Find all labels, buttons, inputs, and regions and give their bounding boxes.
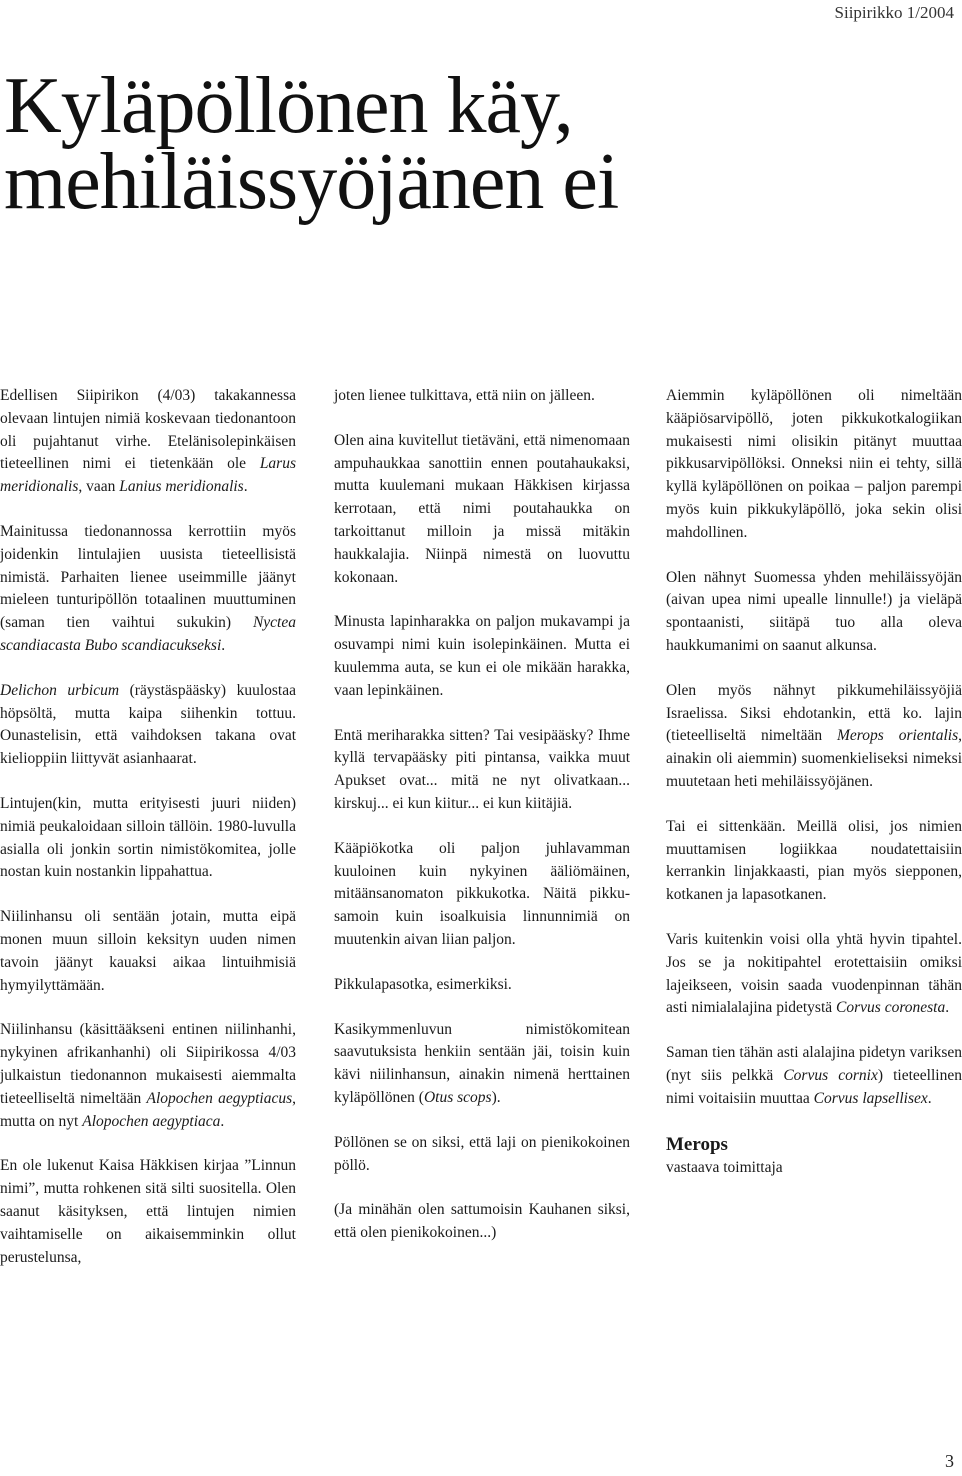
paragraph: Entä meriharakka sitten? Tai vesipääsky? Ihme kyllä tervapääsky piti pintansa, vaikka muut Apukset ovat... mitä ne nyt olivatkaan... kirskuj... ei kun kiitur... ei kun kiitäjiä. (334, 726, 630, 812)
paragraph: Kääpiökotka oli paljon juhlavamman kuuloinen kuin nykyinen ääliömäinen, mitäänsanomaton pikkukotka. Näitä pikku- samoin kuin isoalkuisia linnunnimiä on muutenkin aivan liian paljon. (334, 839, 630, 948)
paragraph: Niilinhansu oli sentään jotain, mutta eipä monen muun silloin keksityn uuden nimen tavoin jäänyt kauaksi aikaa lintuihmisiä hymyilyttämään. (0, 908, 296, 994)
paragraph: Pikkulapasotka, esimerkiksi. (334, 975, 512, 993)
column-1 (0, 385, 296, 1291)
title-line-2: mehiläissyöjänen ei (4, 138, 619, 226)
paragraph: Edellisen Siipirikon (4/03) takakannessa olevaan lintujen nimiä koskevaan tiedonantoon oli pujahtanut virhe. Etelänisolepinkäisen tieteellinen nimi ei tietenkään ole Larus meridionalis, vaan Lanius meridionalis. (0, 387, 296, 496)
page-number: 3 (945, 1451, 954, 1471)
article-title (4, 62, 619, 226)
paragraph: Lintujen(kin, mutta erityisesti juuri niiden) nimiä peukaloidaan silloin tällöin. 1980-luvulla asialla oli jonkin sortin nimistökomitea, jolle nostan kuin nostankin lippahattua. (0, 794, 296, 881)
paragraph: Niilinhansu (käsittääkseni entinen niilinhanhi, nykyinen afrikanhanhi) oli Siipirikossa 4/03 julkaistun tiedonannon mukaisesti aiemmalta tieteelliseltä nimeltään Alopochen aegyptiacus, mutta on nyt Alopochen aegyptiaca. (0, 1021, 296, 1130)
paragraph: Mainitussa tiedonannossa kerrottiin myös joidenkin lintulajien uusista tieteellisistä nimistä. Parhaiten lienee useimmille jäänyt mieleen tunturipöllön totaalinen muuttuminen (saman tien vaihtui sukukin) Nyctea scandiacasta Bubo scandiacukseksi. (0, 522, 296, 654)
paragraph: Saman tien tähän asti alalajina pidetyn variksen (nyt siis pelkkä Corvus cornix) tieteellinen nimi voitaisiin muuttaa Corvus lapsellisex. (666, 1044, 962, 1107)
column-3 (666, 385, 962, 1179)
author-name: Merops (666, 1133, 728, 1155)
paragraph: Delichon urbicum (räystäspääsky) kuulostaa höpsöltä, mutta kaipa siihenkin tottuu. Ounastelisin, että vaihdoksen takana ovat kielioppiin liittyvät asianhaarat. (0, 681, 296, 768)
paragraph: Tai ei sittenkään. Meillä olisi, jos nimien muuttamisen logiikkaa noudatettaisiin kerrankin linjakkaasti, pian myös siepponen, kotkanen ja lapasotkanen. (666, 817, 962, 904)
paragraph: Olen nähnyt Suomessa yhden mehiläissyöjän (aivan upea nimi upealle linnulle!) ja vieläpä spontaanisti, siitäpä tuo alla oleva haukkumanimi on saanut alkunsa. (666, 568, 962, 654)
paragraph: Pöllönen se on siksi, että laji on pienikokoinen pöllö. (334, 1133, 630, 1174)
title-line-1: Kyläpöllönen käy, (4, 62, 573, 150)
issue-header: Siipirikko 1/2004 (834, 3, 954, 22)
paragraph: (Ja minähän olen sattumoisin Kauhanen siksi, että olen pienikokoinen...) (334, 1201, 630, 1242)
paragraph: Olen myös nähnyt pikkumehiläissyöjiä Israelissa. Siksi ehdotankin, että ko. lajin (tieteelliseltä nimeltään Merops orientalis, ainakin oli aiemmin) suomenkieliseksi nimeksi muutetaan heti mehiläissyöjänen. (666, 681, 962, 790)
paragraph: En ole lukenut Kaisa Häkkisen kirjaa ”Linnun nimi”, mutta rohkenen sitä silti suositella. Olen saanut käsityksen, että lintujen nimien vaihtamiselle on aikaisemminkin ollut perustelunsa, (0, 1157, 296, 1266)
paragraph: Aiemmin kyläpöllönen oli nimeltään kääpiösarvipöllö, joten pikkukotkalogiikan mukaisesti nimi olisikin pitänyt muuttaa pikkusarvipöllöksi. Onneksi niin ei tehty, sillä kyllä kyläpöllönen on poikaa – paljon parempi myös kuin pikkukyläpöllö, joka sekin olisi mahdollinen. (666, 387, 962, 541)
column-2 (334, 385, 630, 1267)
paragraph: Olen aina kuvitellut tietäväni, että nimenomaan ampuhaukkaa sanottiin ennen poutahaukaksi, mutta kuulemani mukaan Häkkisen kirjassa kerrotaan, että nimi poutahaukka on tarkoittanut milloin ja missä mitäkin haukkalajia. Niinpä nimestä on luovuttu kokonaan. (334, 431, 630, 586)
author-signature (666, 1133, 962, 1179)
paragraph: joten lienee tulkittava, että niin on jälleen. (334, 387, 595, 404)
author-role: vastaava toimittaja (666, 1158, 783, 1176)
paragraph: Kasikymmenluvun nimistökomitean saavutuksista henkiin sentään jäi, toisin kuin kävi niilinhansun, ainakin nimenä herttainen kyläpöllönen (Otus scops). (334, 1020, 630, 1106)
paragraph: Minusta lapinharakka on paljon mukavampi ja osuvampi nimi kuin isolepinkäinen. Mutta ei kuulemma auta, se kun ei ole mikään harakka, vaan lepinkäinen. (334, 613, 630, 699)
paragraph: Varis kuitenkin voisi olla yhtä hyvin tipahtel. Jos se ja nokitipahtel erotettaisiin omiksi lajeikseen, voisin saada vuodenpinnan tähän asti nimialalajina pidetystä Corvus coronesta. (666, 930, 962, 1017)
